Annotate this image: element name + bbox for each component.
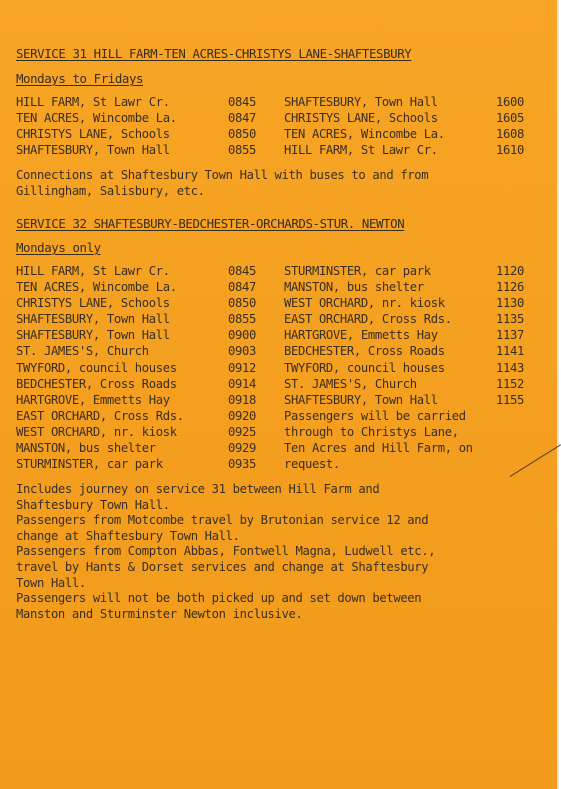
service-31-note: Connections at Shaftesbury Town Hall with buses to and from Gillingham, Salisbury, etc. (16, 168, 429, 198)
timetable-sheet: SERVICE 31 HILL FARM-TEN ACRES-CHRISTYS LANE-SHAFTESBURY Mondays to Fridays HILL FARM, St Lawr Cr. 0845 SHAFTESBURY, Town Hall 1600 TEN ACRES, Wincombe La. 0847 CHRISTYS LANE, Schools 1605 CHRISTYS LANE, Schools 0850 TEN ACRES, Wincombe La. 1608 SHAFTESBURY, Town Hall 0855 HILL FARM, St Lawr Cr. 1610 Connections at Shaftesbury Town Hall with buses to and from Gillingham, Salisbury, etc. SERVICE 32 SHAFTESBURY-BEDCHESTER-ORCHARDS-STUR. NEWTON Mondays only HILL FARM, St Lawr Cr. 0845 STURMINSTER, car park 1120 TEN ACRES, Wincombe La. 0847 MANSTON, bus shelter 1126 CHRISTYS LANE, Schools 0850 WEST ORCHARD, nr. kiosk 1130 SHAFTESBURY, Town Hall 0855 EAST ORCHARD, Cross Rds. 1135 SHAFTESBURY, Town Hall 0900 HARTGROVE, Emmetts Hay 1137 ST. JAMES'S, Church 0903 BEDCHESTER, Cross Roads 1141 TWYFORD, council houses 0912 TWYFORD, council houses 1143 BEDCHESTER, Cross Roads 0914 ST. JAMES'S, Church 1152 HARTGROVE, Emmetts Hay 0918 SHAFTESBURY, Town Hall 1155 EAST ORCHARD, Cross Rds. 0920 Passengers will be carried WEST ORCHARD, nr. kiosk 0925 through to Christys Lane, MANSTON, bus shelter 0929 Ten Acres and Hill Farm, on STURMINSTER, car park 0935 request. Includes journey on service 31 between Hill Farm and Shaftesbury Town Hall. Passengers from Motcombe travel by Brutonian service 12 and change at Shaftesbury Town Hall. Passengers from Compton Abbas, Fontwell Magna, Ludwell etc., travel by Hants & Dorset services and change at Shaftesbury Town Hall. Passengers will not be both picked up and set down between Manston and Sturminster Newton inclusive. (0, 0, 559, 789)
service-31-days: Mondays to Fridays (16, 71, 144, 86)
service-31-heading: SERVICE 31 HILL FARM-TEN ACRES-CHRISTYS LANE-SHAFTESBURY (16, 46, 412, 61)
service-32-days: Mondays only (16, 240, 101, 255)
service-32-heading: SERVICE 32 SHAFTESBURY-BEDCHESTER-ORCHARDS-STUR. NEWTON (16, 216, 405, 231)
service-32-notes: Includes journey on service 31 between Hill Farm and Shaftesbury Town Hall. Passengers from Motcombe travel by Brutonian service 12 and change at Shaftesbury Town Hall. Passengers from Compton Abbas, Fontwell Magna, Ludwell etc., travel by Hants & Dorset services and change at Shaftesbury Town Hall. Passengers will not be both picked up and set down between Manston and Sturminster Newton inclusive. (16, 482, 436, 621)
pen-stroke-mark (510, 444, 561, 477)
